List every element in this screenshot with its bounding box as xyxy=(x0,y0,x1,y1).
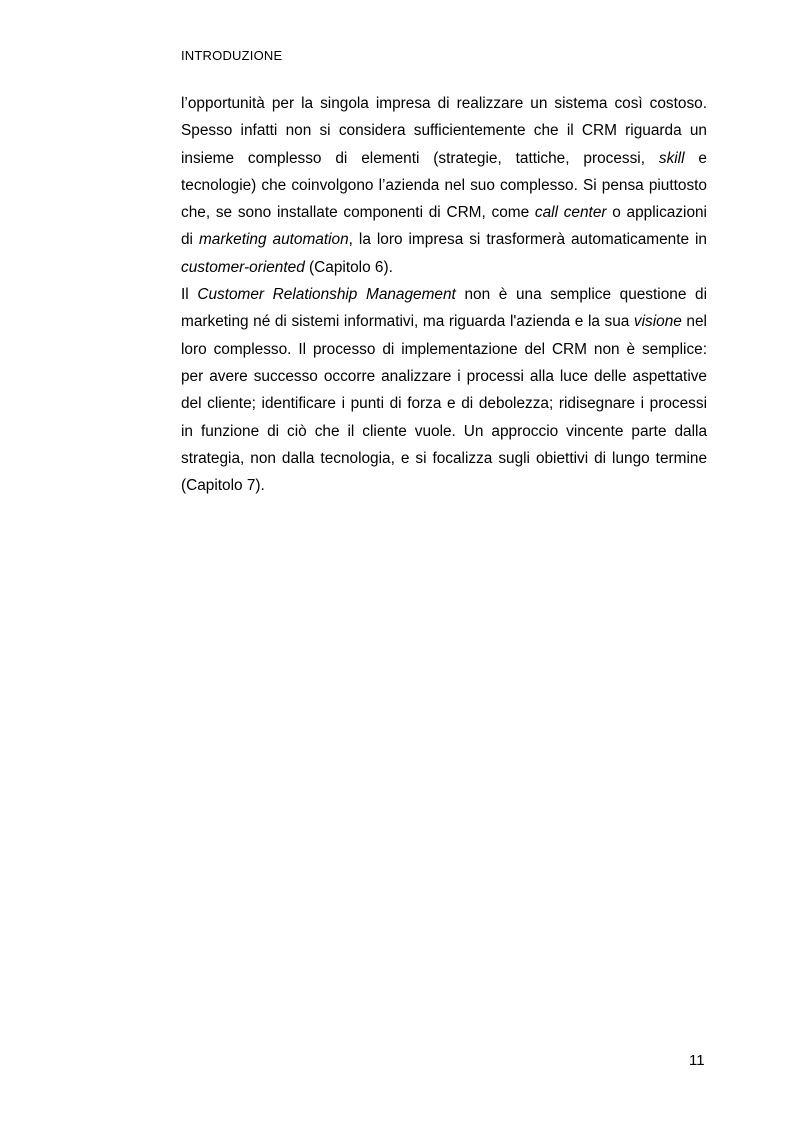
text-run-italic: skill xyxy=(658,149,685,167)
paragraph xyxy=(181,281,707,499)
text-run-italic: Customer Relationship Management xyxy=(197,286,456,304)
text-run-italic: marketing automation xyxy=(198,231,349,249)
text-run: nel loro complesso. Il processo di implementazione del CRM non è semplice: per avere successo occorre analizzare i processi alla luce delle aspettative del cliente; identificare i punti di forza e di debolezza; ridisegnare i processi in funzione di ciò che il cliente vuole. Un approccio vincente parte dalla strategia, non dalla tecnologia, e si focalizza sugli obiettivi di lungo termine (Capitolo 7). xyxy=(181,313,707,495)
text-run-italic: visione xyxy=(633,313,682,331)
text-run: e tecnologie) che coinvolgono l’azienda nel suo complesso. Si pensa piuttosto che, se sono installate componenti di CRM, come xyxy=(181,149,707,222)
page-number: 11 xyxy=(689,1052,705,1069)
text-run-italic: call center xyxy=(534,204,607,222)
text-run: o applicazioni di xyxy=(181,204,707,249)
running-header: INTRODUZIONE xyxy=(181,48,283,63)
text-run: (Capitolo 6). xyxy=(304,258,393,276)
text-run-italic: customer-oriented xyxy=(181,258,305,276)
text-run: , la loro impresa si trasformerà automaticamente in xyxy=(348,231,707,249)
paragraph xyxy=(181,90,707,281)
text-run: non è una semplice questione di marketing né di sistemi informativi, ma riguarda l'azienda e la sua xyxy=(181,286,707,331)
text-run: Il xyxy=(181,286,198,304)
text-run: l’opportunità per la singola impresa di realizzare un sistema così costoso. Spesso infatti non si considera sufficientemente che il CRM riguarda un insieme complesso di elementi (strategie, tattiche, processi, xyxy=(181,95,707,167)
body-text xyxy=(181,90,707,499)
